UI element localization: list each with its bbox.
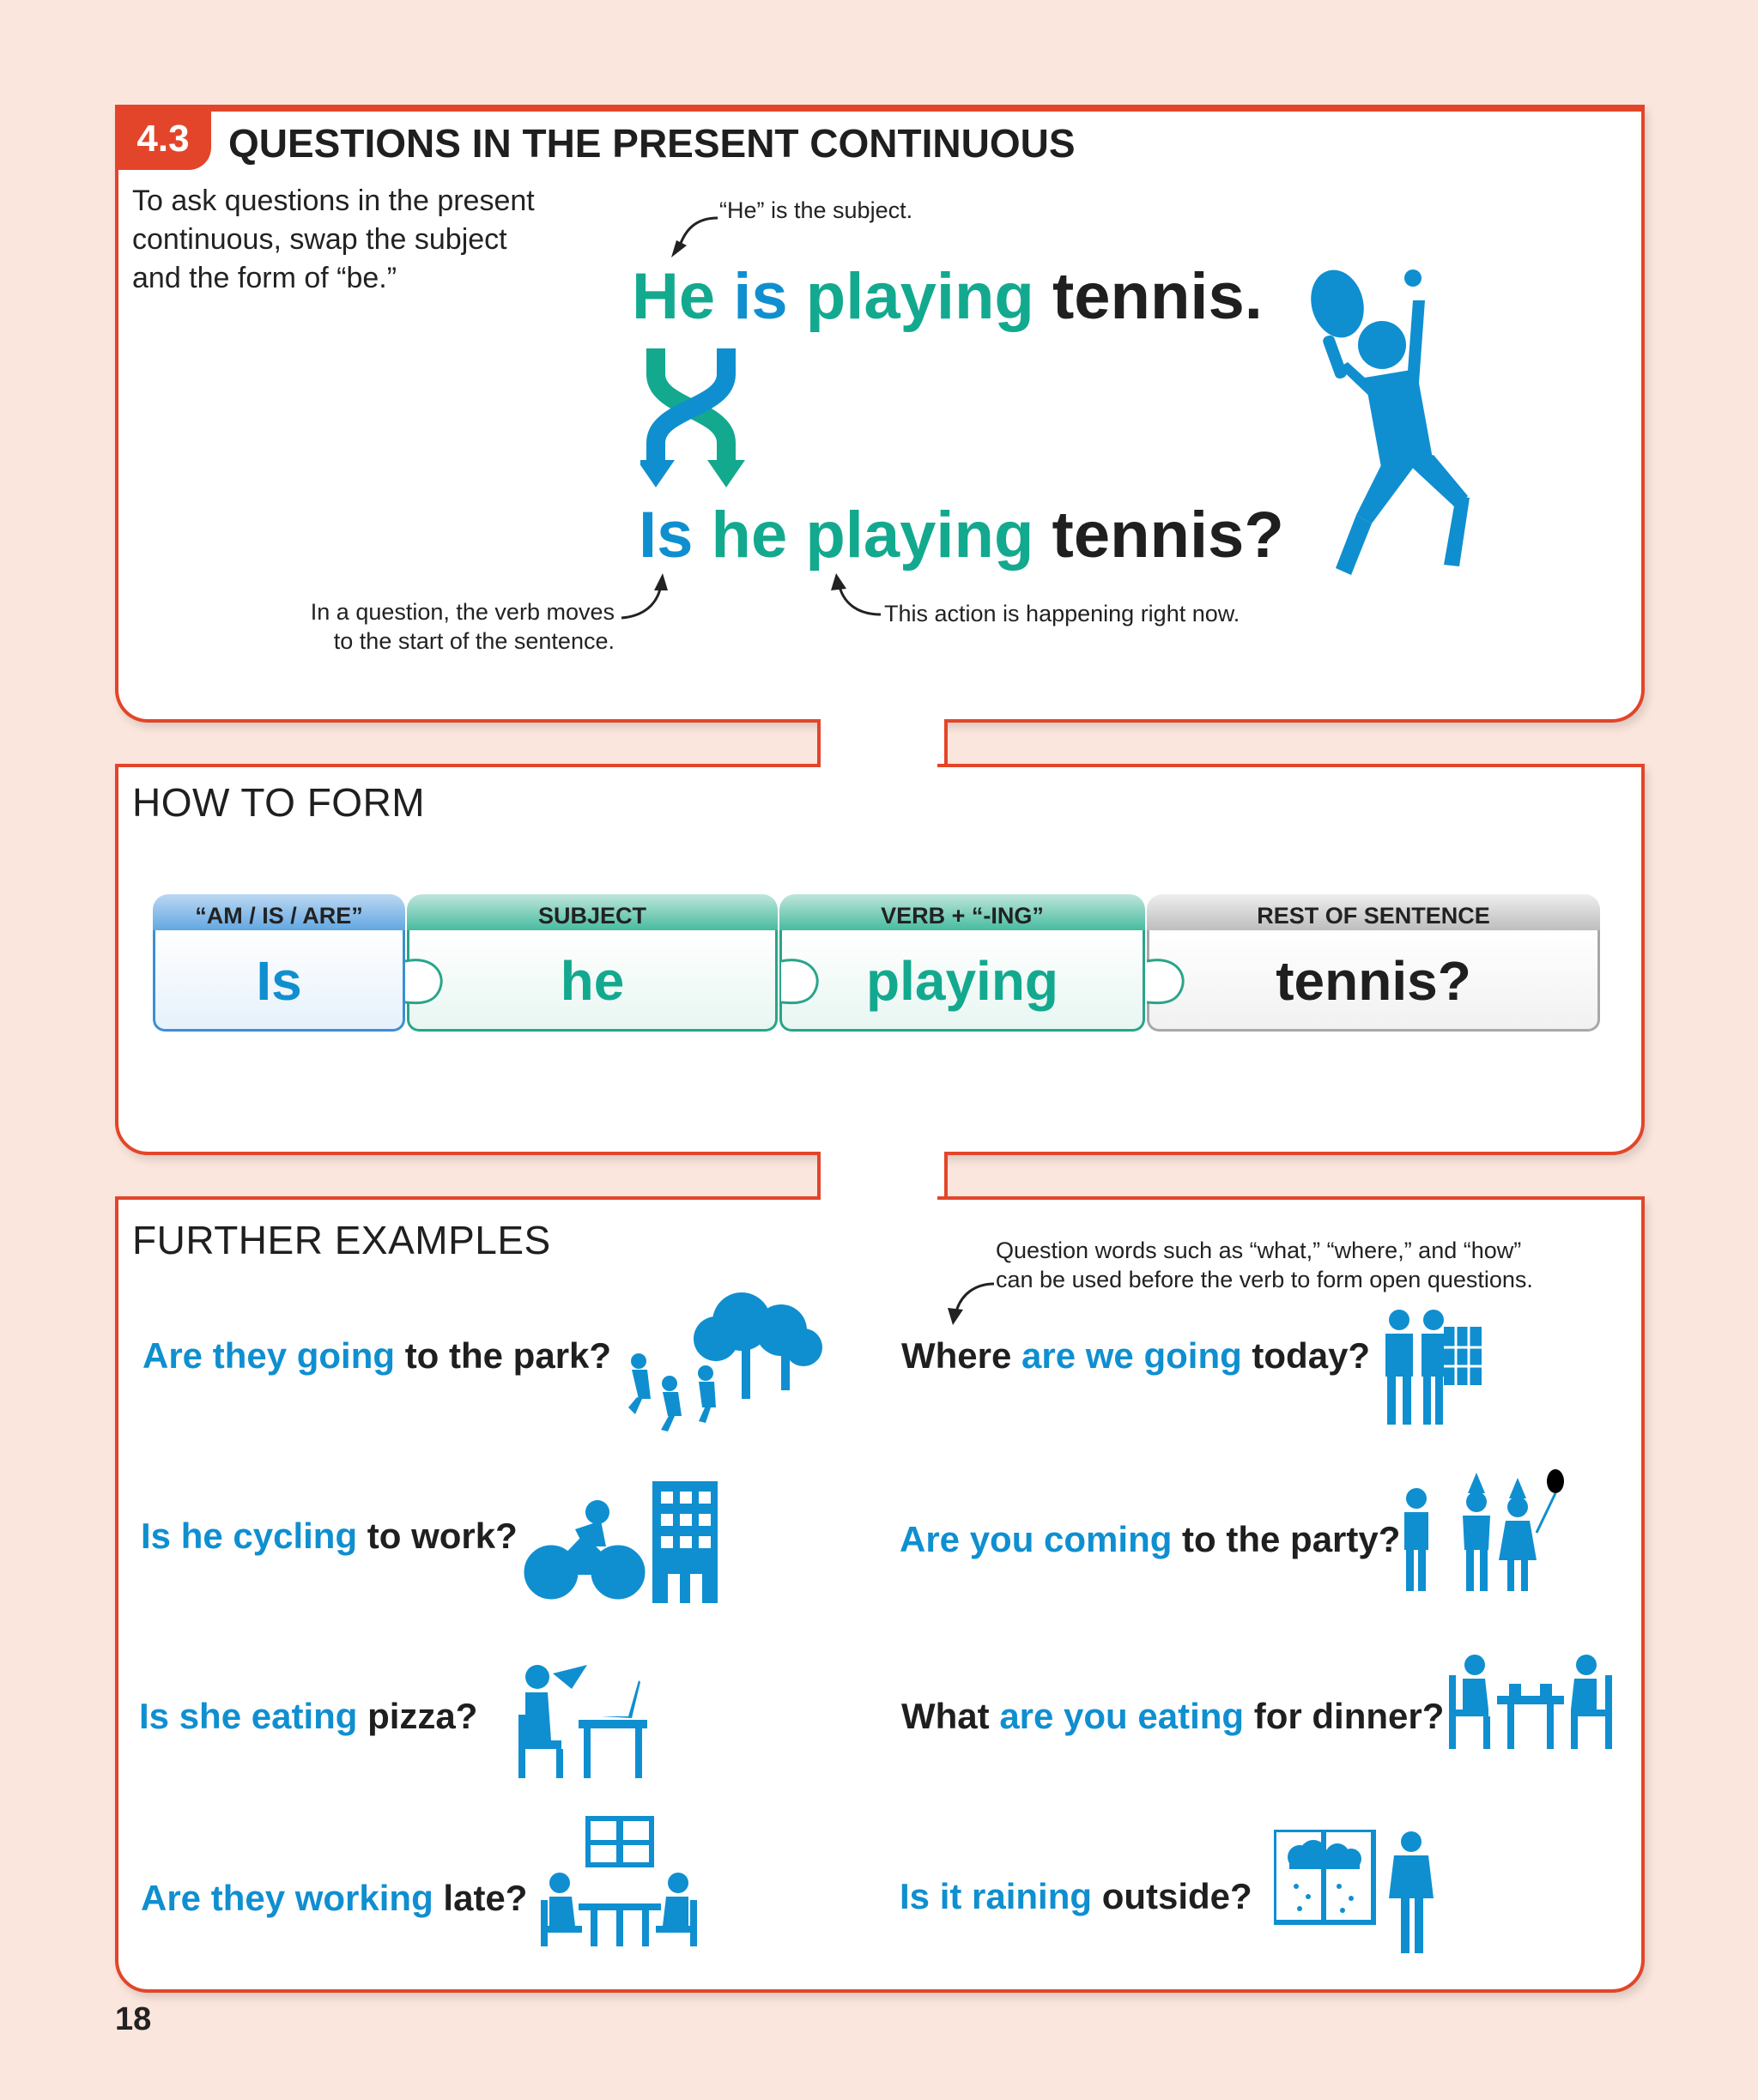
example-question-word: What bbox=[901, 1696, 1000, 1736]
example-rest: today? bbox=[1241, 1335, 1371, 1376]
example-rest: late? bbox=[433, 1878, 528, 1918]
example-rest: pizza? bbox=[357, 1696, 478, 1736]
word-is: is bbox=[733, 260, 788, 333]
puzzle-knob bbox=[778, 958, 829, 1006]
example-left-1 bbox=[142, 1335, 611, 1377]
piece-label-verb: VERB + “-ING” bbox=[779, 894, 1145, 934]
question-words-line1: Question words such as “what,” “where,” and “how” bbox=[996, 1238, 1522, 1263]
note-action: This action is happening right now. bbox=[884, 601, 1240, 626]
word-he: he bbox=[711, 499, 788, 572]
example-right-3 bbox=[901, 1696, 1444, 1737]
example-verb: Are they going bbox=[142, 1335, 396, 1376]
question-sentence bbox=[639, 498, 1284, 572]
word-rest: tennis. bbox=[1052, 260, 1263, 333]
arrow-subject bbox=[661, 206, 730, 266]
word-he: He bbox=[632, 260, 716, 333]
piece-word-rest: tennis? bbox=[1147, 930, 1600, 1032]
example-verb: Are they working bbox=[141, 1878, 433, 1918]
word-rest: tennis? bbox=[1052, 499, 1284, 572]
swap-arrows-icon bbox=[640, 340, 761, 494]
piece-label-rest: REST OF SENTENCE bbox=[1147, 894, 1600, 934]
arrow-action bbox=[824, 570, 884, 621]
puzzle-row bbox=[153, 894, 1603, 1040]
rain-window-icon bbox=[1274, 1830, 1442, 1953]
party-people-icon bbox=[1399, 1464, 1567, 1591]
example-verb: Is she eating bbox=[139, 1696, 358, 1736]
example-rest: to the party? bbox=[1172, 1519, 1401, 1559]
piece-word-verb: playing bbox=[779, 930, 1145, 1032]
how-to-form-heading: HOW TO FORM bbox=[132, 780, 426, 825]
park-icon bbox=[613, 1287, 827, 1433]
question-words-note bbox=[996, 1236, 1533, 1294]
example-rest: for dinner? bbox=[1244, 1696, 1445, 1736]
word-playing: playing bbox=[805, 260, 1034, 333]
pizza-desk-icon bbox=[518, 1663, 647, 1778]
example-rest: outside? bbox=[1092, 1876, 1252, 1916]
example-left-4 bbox=[141, 1878, 527, 1919]
connector-cover bbox=[821, 760, 937, 769]
example-verb: Is it raining bbox=[900, 1876, 1093, 1916]
piece-label-subject: SUBJECT bbox=[407, 894, 778, 934]
connector-cover bbox=[821, 1193, 937, 1201]
note-verb-line1: In a question, the verb moves bbox=[310, 599, 615, 625]
note-subject: “He” is the subject. bbox=[719, 197, 913, 223]
arrow-question-words bbox=[941, 1274, 1001, 1334]
example-question-word: Where bbox=[901, 1335, 1022, 1376]
statement-sentence bbox=[632, 259, 1263, 334]
example-rest: to the park? bbox=[395, 1335, 612, 1376]
further-examples-heading: FURTHER EXAMPLES bbox=[132, 1218, 551, 1262]
tennis-player-icon bbox=[1288, 266, 1494, 584]
example-left-2 bbox=[141, 1516, 518, 1557]
section-number-badge: 4.3 bbox=[115, 105, 211, 170]
hikers-map-icon bbox=[1379, 1308, 1483, 1425]
page-number: 18 bbox=[115, 2001, 152, 2037]
cyclist-office-icon bbox=[524, 1478, 723, 1603]
example-verb: are you eating bbox=[999, 1696, 1245, 1736]
example-right-2 bbox=[900, 1519, 1400, 1560]
dinner-table-icon bbox=[1449, 1653, 1612, 1749]
example-verb: are we going bbox=[1021, 1335, 1242, 1376]
example-right-4 bbox=[900, 1876, 1252, 1917]
puzzle-knob bbox=[402, 958, 453, 1006]
arrow-verb bbox=[618, 570, 678, 626]
note-verb bbox=[283, 597, 615, 656]
puzzle-knob bbox=[1143, 958, 1195, 1006]
word-is: Is bbox=[639, 499, 694, 572]
example-rest: to work? bbox=[357, 1516, 518, 1556]
section-title: QUESTIONS IN THE PRESENT CONTINUOUS bbox=[228, 121, 1076, 166]
example-verb: Is he cycling bbox=[141, 1516, 358, 1556]
question-words-line2: can be used before the verb to form open questions. bbox=[996, 1267, 1533, 1292]
note-verb-line2: to the start of the sentence. bbox=[333, 628, 615, 654]
intro-text: To ask questions in the present continuous, swap the subject and the form of “be.” bbox=[132, 185, 535, 294]
piece-word-subject: he bbox=[407, 930, 778, 1032]
piece-label-be: “AM / IS / ARE” bbox=[153, 894, 405, 934]
night-office-icon bbox=[541, 1814, 697, 1946]
piece-word-be: Is bbox=[153, 930, 405, 1032]
word-playing: playing bbox=[805, 499, 1034, 572]
example-right-1 bbox=[901, 1335, 1370, 1377]
example-verb: Are you coming bbox=[900, 1519, 1173, 1559]
example-left-3 bbox=[139, 1696, 477, 1737]
